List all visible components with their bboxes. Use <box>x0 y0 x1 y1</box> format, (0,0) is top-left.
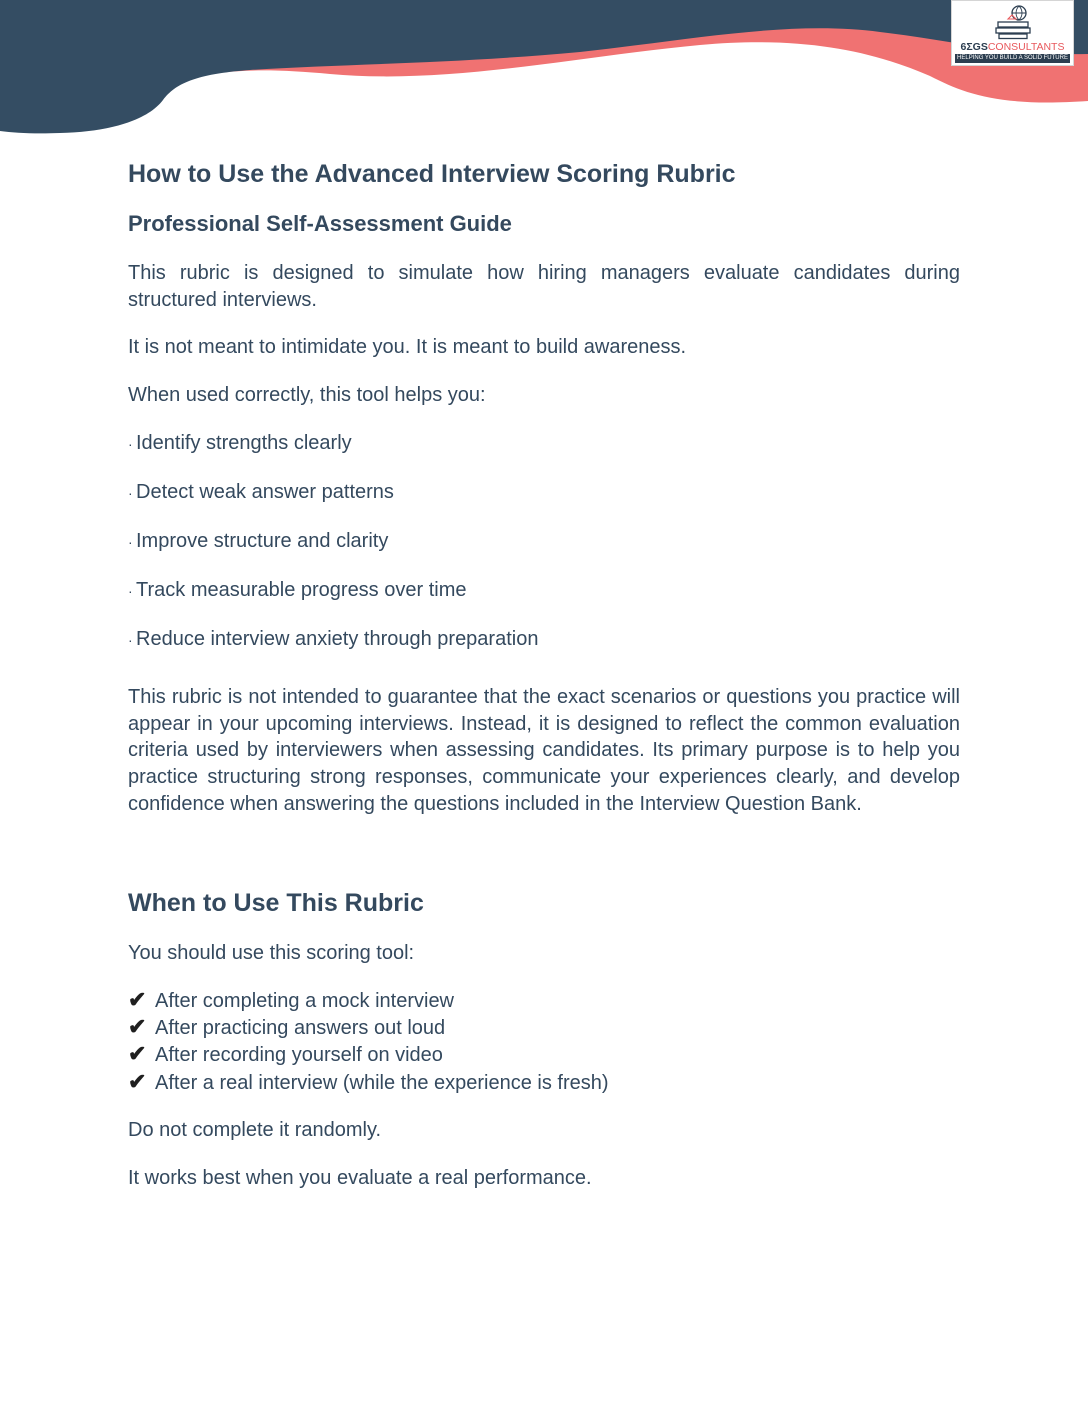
checkmark-icon: ✔ <box>128 986 147 1012</box>
logo-name: CONSULTANTS <box>987 41 1065 53</box>
bullet-marker: · <box>128 533 133 550</box>
benefits-list <box>128 430 960 654</box>
benefit-text: Reduce interview anxiety through preparation <box>136 627 539 650</box>
awareness-paragraph: It is not meant to intimidate you. It is meant to build awareness. <box>128 336 687 359</box>
benefit-text: Improve structure and clarity <box>136 529 389 552</box>
checklist-item <box>128 1014 960 1041</box>
document-body <box>128 158 960 1191</box>
note-paragraph: Do not complete it randomly. <box>128 1119 382 1142</box>
when-lead-paragraph: You should use this scoring tool: <box>128 942 415 965</box>
checkmark-icon: ✔ <box>128 1014 147 1040</box>
benefit-text: Track measurable progress over time <box>136 578 467 601</box>
list-item <box>128 528 960 556</box>
globe-books-icon <box>990 4 1036 40</box>
intro-paragraph: This rubric is designed to simulate how hiring managers evaluate candidates during structured interviews. <box>128 262 960 311</box>
bullet-marker: · <box>128 484 133 501</box>
list-item <box>128 479 960 507</box>
list-item <box>128 430 960 458</box>
checklist-item <box>128 1041 960 1068</box>
usage-checklist <box>128 987 960 1096</box>
list-item <box>128 626 960 654</box>
checklist-item <box>128 987 960 1014</box>
logo-tagline: HELPING YOU BUILD A SOLID FUTURE <box>955 54 1070 63</box>
checklist-text: After a real interview (while the experience is fresh) <box>155 1071 609 1094</box>
bullet-marker: · <box>128 435 133 452</box>
benefit-text: Identify strengths clearly <box>136 431 352 454</box>
list-item <box>128 577 960 605</box>
bullet-marker: · <box>128 582 133 599</box>
bullet-marker: · <box>128 631 133 648</box>
checkmark-icon: ✔ <box>128 1041 147 1067</box>
header-wave-banner <box>0 0 1088 140</box>
logo-wordmark <box>952 41 1073 53</box>
page-title: How to Use the Advanced Interview Scoring Rubric <box>128 160 736 188</box>
page-subtitle: Professional Self-Assessment Guide <box>128 211 512 236</box>
checklist-item <box>128 1069 960 1096</box>
section-heading-when: When to Use This Rubric <box>128 889 424 918</box>
closing-paragraph: It works best when you evaluate a real performance. <box>128 1166 592 1189</box>
checkmark-icon: ✔ <box>128 1068 147 1094</box>
checklist-text: After recording yourself on video <box>155 1044 443 1067</box>
benefit-text: Detect weak answer patterns <box>136 480 394 503</box>
helps-lead-paragraph: When used correctly, this tool helps you: <box>128 383 486 406</box>
checklist-text: After completing a mock interview <box>155 989 455 1012</box>
logo-prefix: 6ΣGS <box>960 41 988 53</box>
disclaimer-paragraph: This rubric is not intended to guarantee that the exact scenarios or questions you practice will appear in your upcoming interviews. Instead, it is designed to reflect the common evaluation criteria used by interviewers when assessing candidates. Its primary purpose is to help you practice structuring strong responses, communicate your experiences clearly, and develop confidence when answering the questions included in the Interview Question Bank. <box>128 686 960 815</box>
company-logo[interactable] <box>951 0 1074 66</box>
checklist-text: After practicing answers out loud <box>155 1017 446 1040</box>
